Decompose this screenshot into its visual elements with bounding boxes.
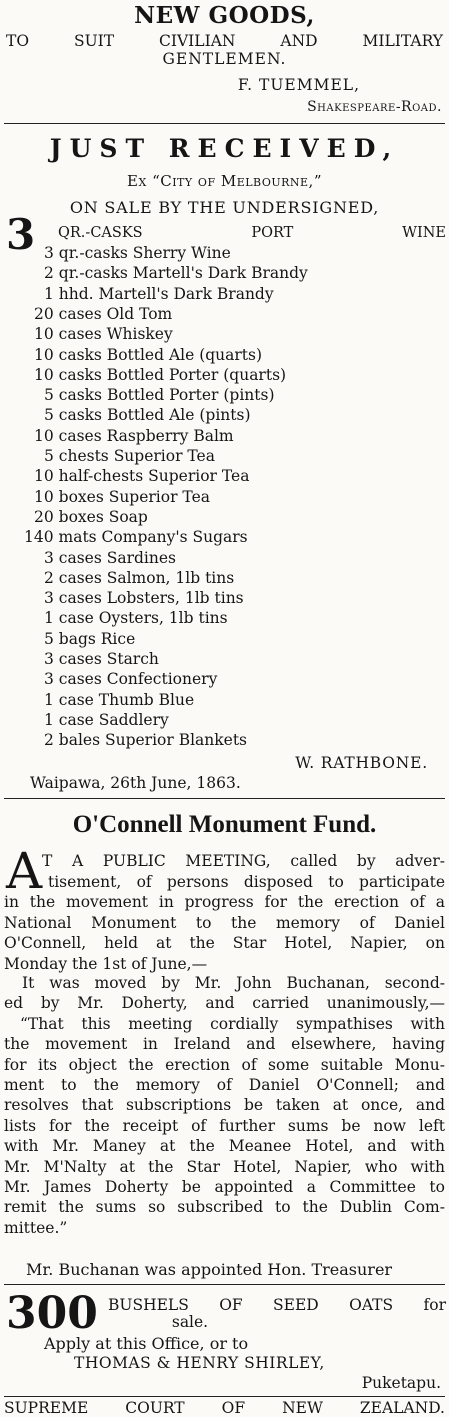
seed-oats-big-number: 300 (6, 1288, 98, 1339)
goods-list-item: 5 bags Rice (44, 629, 136, 648)
goods-list-item: 10 casks Bottled Porter (quarts) (34, 365, 287, 384)
new-goods-subtitle-1: TO SUIT CIVILIAN AND MILITARY (6, 32, 443, 50)
meeting-paragraph-line: tisement, of persons disposed to participate (48, 872, 445, 891)
resolution-paragraph-line: for its object the erection of some suitable Monu- (4, 1055, 445, 1074)
goods-list-item: 2 cases Salmon, 1lb tins (44, 568, 235, 587)
divider-4 (4, 1396, 445, 1397)
goods-list-item: 10 casks Bottled Ale (quarts) (34, 345, 263, 364)
goods-list-item: 10 boxes Superior Tea (34, 487, 210, 506)
goods-list-item: 10 cases Raspberry Balm (34, 426, 234, 445)
goods-list-item: 2 qr.-casks Martell's Dark Brandy (44, 264, 308, 283)
resolution-paragraph-line: lists for the receipt of further sums be now left (4, 1116, 445, 1135)
resolution-paragraph-line: ed by Mr. Doherty, and carried unanimously,— (4, 994, 445, 1013)
resolution-paragraph-line: It was moved by Mr. John Buchanan, second- (22, 974, 445, 992)
resolution-paragraph-line: Mr. James Doherty be appointed a Committee to (4, 1178, 445, 1196)
resolution-paragraph-line: with Mr. Maney at the Meanee Hotel, and with (4, 1137, 445, 1156)
goods-list-item: 1 case Thumb Blue (44, 690, 195, 709)
treasurer-note: Mr. Buchanan was appointed Hon. Treasurer (26, 1260, 393, 1279)
meeting-paragraph-line: T A PUBLIC MEETING, called by adver- (42, 852, 445, 870)
goods-list-item: 2 bales Superior Blankets (44, 731, 248, 750)
apply-notice: Apply at this Office, or to (44, 1334, 249, 1353)
resolution-paragraph-line: ment to the memory of Daniel O'Connell; and (4, 1076, 445, 1094)
goods-list-item: 3 cases Starch (44, 650, 159, 668)
goods-list-item: 5 casks Bottled Porter (pints) (44, 386, 275, 405)
goods-list-item: 3 cases Sardines (44, 548, 176, 567)
goods-list-item: 10 half-chests Superior Tea (34, 467, 250, 486)
divider-3 (4, 1284, 445, 1285)
seed-oats-text-2: sale. (171, 1313, 209, 1331)
dateline: Waipawa, 26th June, 1863. (30, 774, 241, 792)
resolution-paragraph-line: “That this meeting cordially sympathises with (20, 1014, 445, 1033)
supplier-names: THOMAS & HENRY SHIRLEY, (74, 1354, 325, 1372)
resolution-paragraph-line: remit the sums so subscribed to the Dublin Com- (4, 1198, 445, 1217)
divider-2 (4, 798, 445, 799)
goods-list-item: 3 cases Confectionery (44, 670, 218, 689)
goods-list-item: 1 hhd. Martell's Dark Brandy (44, 284, 274, 303)
sale-notice: ON SALE BY THE UNDERSIGNED, (69, 198, 380, 217)
goods-list-item: 5 casks Bottled Ale (pints) (44, 406, 251, 425)
seed-oats-text: BUSHELS OF SEED OATS for (108, 1296, 446, 1314)
drop-cap-a: A (6, 842, 43, 900)
resolution-paragraph-line: Mr. M'Nalty at the Star Hotel, Napier, who with (4, 1157, 445, 1176)
supreme-court-headline: SUPREME COURT OF NEW ZEALAND. (4, 1399, 445, 1417)
advertiser-name: F. TUEMMEL, (237, 76, 360, 94)
advertiser-address: Shakespeare-Road. (307, 99, 442, 115)
just-received-headline: JUST RECEIVED, (49, 134, 400, 163)
meeting-paragraph-line: in the movement in progress for the erection of a (4, 893, 445, 911)
goods-list-item: 1 case Saddlery (44, 710, 169, 729)
first-item-big-number: 3 (6, 210, 36, 259)
resolution-paragraph-line: resolves that subscriptions be taken at once, and (4, 1096, 445, 1115)
meeting-paragraph-line: Monday the 1st of June,— (4, 954, 208, 973)
goods-list-item: 140 mats Company's Sugars (24, 528, 248, 547)
resolution-paragraph-line: the movement in Ireland and elsewhere, having (4, 1035, 445, 1054)
goods-list-item: 20 cases Old Tom (34, 304, 173, 323)
goods-list-item: 5 chests Superior Tea (44, 447, 215, 465)
new-goods-subtitle-2: GENTLEMEN. (162, 50, 287, 68)
resolution-paragraph-line: mittee.” (4, 1218, 68, 1237)
goods-list-item: 20 boxes Soap (34, 507, 148, 526)
goods-list-item: 3 cases Lobsters, 1lb tins (44, 589, 244, 608)
monument-fund-headline: O'Connell Monument Fund. (72, 811, 377, 838)
divider-1 (4, 123, 445, 124)
goods-list-item: 1 case Oysters, 1lb tins (44, 609, 228, 628)
seller-signature: W. RATHBONE. (295, 754, 428, 772)
goods-list-item: 3 qr.-casks Sherry Wine (44, 244, 231, 262)
new-goods-headline: NEW GOODS, (134, 2, 315, 29)
supplier-place: Puketapu. (361, 1374, 441, 1392)
ship-name: Ex “City of Melbourne,” (127, 172, 322, 190)
first-item-text: QR.-CASKS PORT WINE (58, 225, 446, 241)
meeting-paragraph-line: O'Connell, held at the Star Hotel, Napier, on (4, 934, 445, 952)
goods-list-item: 10 cases Whiskey (34, 325, 173, 344)
meeting-paragraph-line: National Monument to the memory of Daniel (4, 913, 445, 932)
